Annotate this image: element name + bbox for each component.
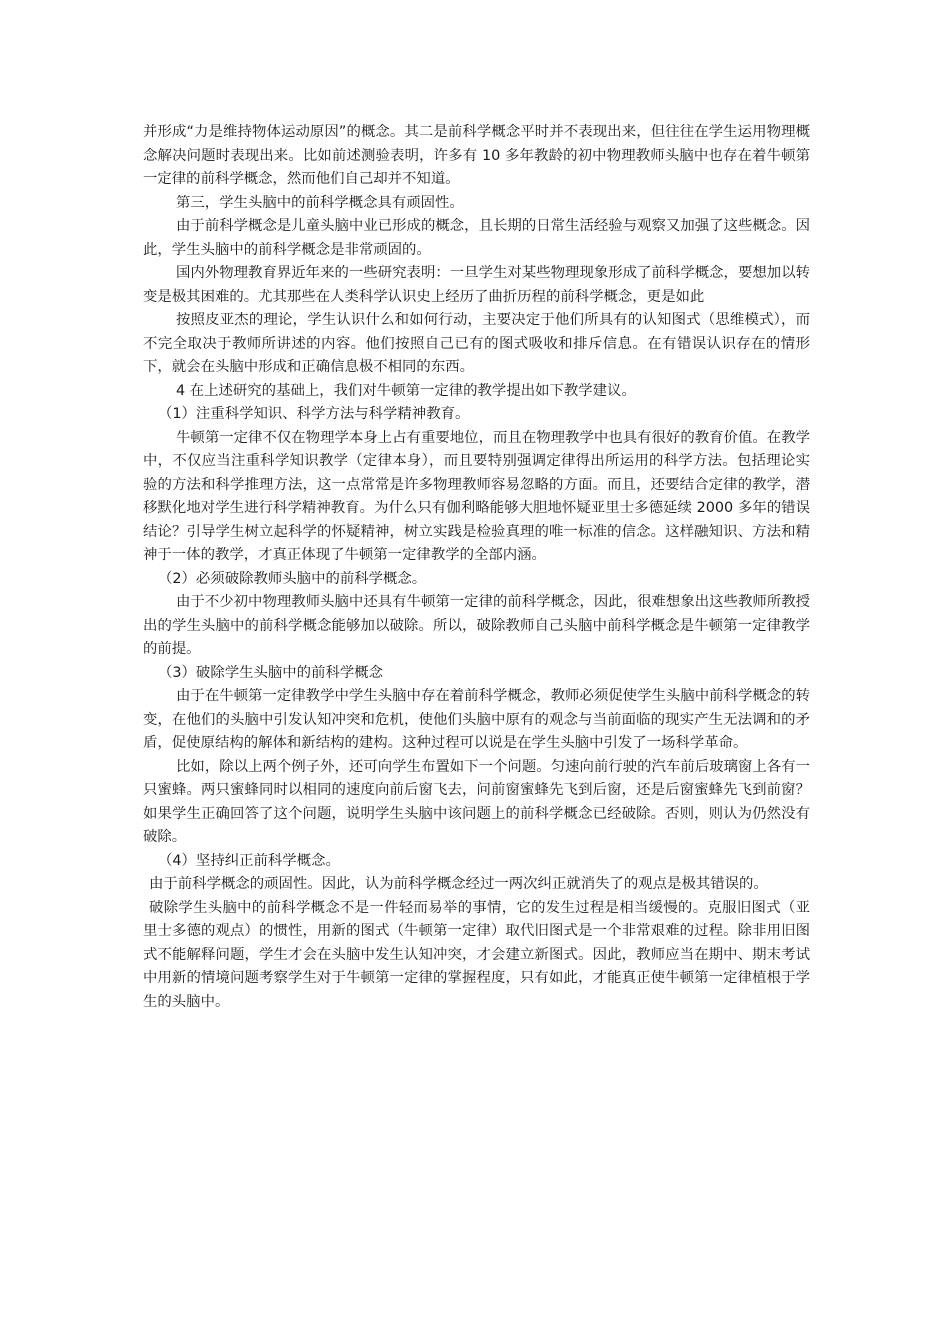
heading-3: （3）破除学生头脑中的前科学概念: [158, 664, 384, 681]
paragraph-9: 由于在牛顿第一定律教学中学生头脑中存在着前科学概念，教师必须促使学生头脑中前科学概念的转变，在他们的头脑中引发认知冲突和危机，使他们头脑中原有的观念与当前面临的现实产生无法调和的矛盾，促使原结构的解体和新结构的建构。这种过程可以说是在学生头脑中引发了一场科学革命。: [143, 688, 810, 751]
heading-2: （2）必须破除教师头脑中的前科学概念。: [158, 570, 427, 587]
paragraph-5: 按照皮亚杰的理论，学生认识什么和如何行动，主要决定于他们所具有的认知图式（思维模式），而不完全取决于教师所讲述的内容。他们按照自己已有的图式吸收和排斥信息。在有错误认识存在的情形下，就会在头脑中形成和正确信息极不相同的东西。: [143, 312, 810, 375]
paragraph-2: 第三，学生头脑中的前科学概念具有顽固性。: [176, 194, 464, 211]
paragraph-12: 破除学生头脑中的前科学概念不是一件轻而易举的事情，它的发生过程是相当缓慢的。克服旧图式（亚里士多德的观点）的惯性，用新的图式（牛顿第一定律）取代旧图式是一个非常艰难的过程。除非用旧图式不能解释问题，学生才会在头脑中发生认知冲突，才会建立新图式。因此，教师应当在期中、期末考试中用新的情境问题考察学生对于牛顿第一定律的掌握程度，只有如此，才能真正使牛顿第一定律植根于学生的头脑中。: [143, 899, 810, 1010]
heading-4: （4）坚持纠正前科学概念。: [158, 852, 340, 869]
paragraph-4: 国内外物理教育界近年来的一些研究表明：一旦学生对某些物理现象形成了前科学概念，要想加以转变是极其困难的。尤其那些在人类科学认识史上经历了曲折历程的前科学概念，更是如此: [143, 265, 810, 305]
heading-1: （1）注重科学知识、科学方法与科学精神教育。: [158, 406, 470, 422]
paragraph-7: 牛顿第一定律不仅在物理学本身上占有重要地位，而且在物理教学中也具有很好的教育价值。在教学中，不仅应当注重科学知识教学（定律本身），而且要特别强调定律得出所运用的科学方法。包括理论实验的方法和科学推理方法，这一点常常是许多物理教师容易忽略的方面。而且，还要结合定律的教学，潜移默化地对学生进行科学精神教育。为什么只有伽利略能够大胆地怀疑亚里士多德延续 2000 多年的错误结论？引导学生树立起科学的怀疑精神，树立实践是检验真理的唯一标准的信念。这样融知识、方法和精神于一体的教学，才真正体现了牛顿第一定律教学的全部内涵。: [143, 429, 810, 563]
paragraph-8: 由于不少初中物理教师头脑中还具有牛顿第一定律的前科学概念，因此，很难想象出这些教师所教授出的学生头脑中的前科学概念能够加以破除。所以，破除教师自己头脑中前科学概念是牛顿第一定律教学的前提。: [143, 594, 810, 657]
paragraph-1: 并形成“力是维持物体运动原因”的概念。其二是前科学概念平时并不表现出来，但往往在学生运用物理概念解决问题时表现出来。比如前述测验表明，许多有 10 多年教龄的初中物理教师头脑中也存在着牛顿第一定律的前科学概念，然而他们自己却并不知道。: [143, 124, 810, 187]
paragraph-6: 4 在上述研究的基础上，我们对牛顿第一定律的教学提出如下教学建议。: [176, 382, 636, 399]
paragraph-11: 由于前科学概念的顽固性。因此，认为前科学概念经过一两次纠正就消失了的观点是极其错误的。: [149, 876, 768, 892]
paragraph-3: 由于前科学概念是儿童头脑中业已形成的概念，且长期的日常生活经验与观察又加强了这些概念。因此，学生头脑中的前科学概念是非常顽固的。: [143, 218, 810, 258]
paragraph-10: 比如，除以上两个例子外，还可向学生布置如下一个问题。匀速向前行驶的汽车前后玻璃窗上各有一只蜜蜂。两只蜜蜂同时以相同的速度向前后窗飞去，问前窗蜜蜂先飞到后窗，还是后窗蜜蜂先飞到前窗？如果学生正确回答了这个问题，说明学生头脑中该问题上的前科学概念已经破除。否则，则认为仍然没有破除。: [143, 758, 810, 845]
document-body: [143, 121, 810, 1014]
